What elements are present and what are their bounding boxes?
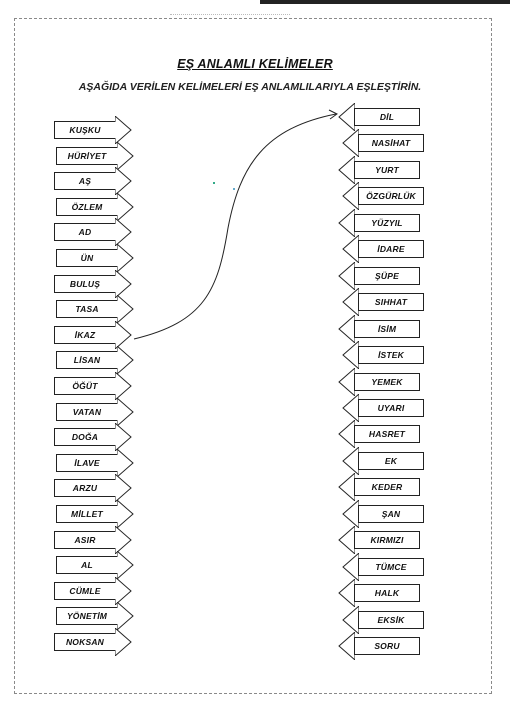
arrow-head-left-icon xyxy=(342,288,359,316)
left-word-label: İLAVE xyxy=(56,454,118,472)
arrow-head-right-icon xyxy=(115,321,132,349)
arrow-head-left-icon xyxy=(338,209,355,237)
arrow-head-right-icon xyxy=(117,449,134,477)
arrow-head-right-icon xyxy=(115,423,132,451)
worksheet-title: EŞ ANLAMLI KELİMELER xyxy=(177,57,333,71)
left-word-label: KUŞKU xyxy=(54,121,116,139)
left-word-label: TASA xyxy=(56,300,118,318)
left-word-label: BULUŞ xyxy=(54,275,116,293)
arrow-head-left-icon xyxy=(342,553,359,581)
arrow-head-right-icon xyxy=(117,551,134,579)
right-word-label: SIHHAT xyxy=(358,293,424,311)
arrow-head-right-icon xyxy=(117,602,134,630)
arrow-head-left-icon xyxy=(338,473,355,501)
left-word-label: İKAZ xyxy=(54,326,116,344)
left-word-label: ÜN xyxy=(56,249,118,267)
right-word-label: EK xyxy=(358,452,424,470)
arrow-head-left-icon xyxy=(338,579,355,607)
arrow-head-right-icon xyxy=(115,628,132,656)
arrow-head-left-icon xyxy=(342,500,359,528)
left-word-label: LİSAN xyxy=(56,351,118,369)
right-word-label: UYARI xyxy=(358,399,424,417)
left-word-label: ASIR xyxy=(54,531,116,549)
right-word-label: HASRET xyxy=(354,425,420,443)
right-word-label: NASİHAT xyxy=(358,134,424,152)
right-word-label: HALK xyxy=(354,584,420,602)
right-word-label: İSİM xyxy=(354,320,420,338)
right-word-label: YEMEK xyxy=(354,373,420,391)
arrow-head-right-icon xyxy=(117,398,134,426)
right-word-label: TÜMCE xyxy=(358,558,424,576)
right-word-label: YÜZYIL xyxy=(354,214,420,232)
arrow-head-right-icon xyxy=(117,295,134,323)
arrow-head-right-icon xyxy=(117,142,134,170)
arrow-head-left-icon xyxy=(338,526,355,554)
arrow-head-left-icon xyxy=(338,420,355,448)
right-word-label: İDARE xyxy=(358,240,424,258)
left-word-label: AD xyxy=(54,223,116,241)
worksheet-instruction: AŞAĞIDA VERİLEN KELİMELERİ EŞ ANLAMLILARIYLA EŞLEŞTİRİN. xyxy=(78,81,422,93)
left-word-label: HÜRİYET xyxy=(56,147,118,165)
right-word-label: ÖZGÜRLÜK xyxy=(358,187,424,205)
arrow-head-right-icon xyxy=(117,500,134,528)
arrow-head-right-icon xyxy=(117,346,134,374)
arrow-head-right-icon xyxy=(115,474,132,502)
arrow-head-left-icon xyxy=(342,129,359,157)
arrow-head-left-icon xyxy=(342,182,359,210)
left-word-label: MİLLET xyxy=(56,505,118,523)
right-word-label: İSTEK xyxy=(358,346,424,364)
right-word-label: SORU xyxy=(354,637,420,655)
right-word-label: EKSİK xyxy=(358,611,424,629)
left-word-label: DOĞA xyxy=(54,428,116,446)
arrow-head-right-icon xyxy=(115,167,132,195)
arrow-head-left-icon xyxy=(338,368,355,396)
right-word-label: YURT xyxy=(354,161,420,179)
arrow-head-left-icon xyxy=(338,103,355,131)
arrow-head-right-icon xyxy=(115,526,132,554)
left-word-label: ÖZLEM xyxy=(56,198,118,216)
right-word-label: ŞAN xyxy=(358,505,424,523)
arrow-head-left-icon xyxy=(342,341,359,369)
right-word-label: KEDER xyxy=(354,478,420,496)
right-word-label: ŞÜPE xyxy=(354,267,420,285)
left-word-label: ARZU xyxy=(54,479,116,497)
arrow-head-left-icon xyxy=(342,447,359,475)
arrow-head-left-icon xyxy=(338,632,355,660)
left-word-label: CÜMLE xyxy=(54,582,116,600)
arrow-head-left-icon xyxy=(338,156,355,184)
arrow-head-right-icon xyxy=(117,244,134,272)
arrow-head-right-icon xyxy=(115,270,132,298)
arrow-head-left-icon xyxy=(338,315,355,343)
left-word-label: NOKSAN xyxy=(54,633,116,651)
arrow-head-left-icon xyxy=(342,235,359,263)
arrow-head-right-icon xyxy=(115,577,132,605)
left-word-label: ÖĞÜT xyxy=(54,377,116,395)
left-word-label: AL xyxy=(56,556,118,574)
arrow-head-left-icon xyxy=(338,262,355,290)
arrow-head-right-icon xyxy=(117,193,134,221)
arrow-head-left-icon xyxy=(342,606,359,634)
arrow-head-right-icon xyxy=(115,372,132,400)
left-word-label: VATAN xyxy=(56,403,118,421)
arrow-head-right-icon xyxy=(115,218,132,246)
arrow-head-left-icon xyxy=(342,394,359,422)
left-word-label: YÖNETİM xyxy=(56,607,118,625)
left-word-label: AŞ xyxy=(54,172,116,190)
right-word-label: DİL xyxy=(354,108,420,126)
arrow-head-right-icon xyxy=(115,116,132,144)
right-word-label: KIRMIZI xyxy=(354,531,420,549)
